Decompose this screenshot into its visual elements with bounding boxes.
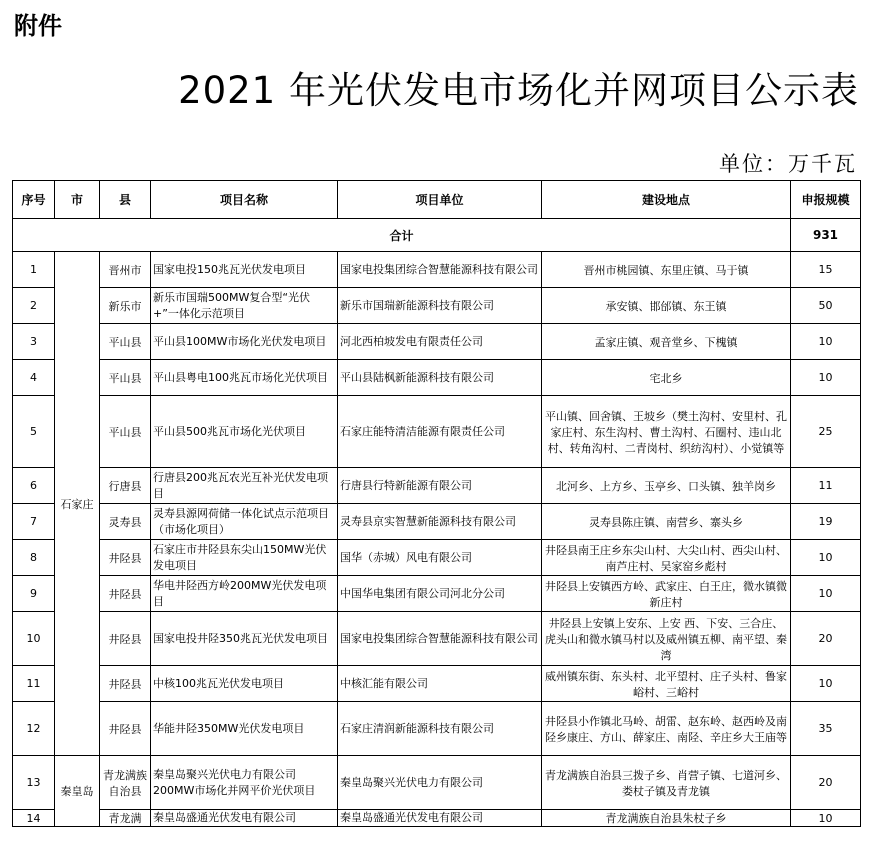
unit-label: 单位：万千瓦: [719, 152, 857, 176]
county-cell: 平山县: [100, 396, 151, 468]
total-value: 931: [791, 219, 861, 252]
site-cell: 平山镇、回舍镇、王坡乡（樊土沟村、安里村、孔家庄村、东生沟村、曹土沟村、石圈村、违山北村、转角沟村、二青岗村、织纺沟村）、小觉镇等: [542, 396, 791, 468]
city-cell: 秦皇岛: [55, 756, 100, 827]
scale-cell: 19: [791, 504, 861, 540]
scale-cell: 20: [791, 756, 861, 810]
county-cell: 井陉县: [100, 540, 151, 576]
county-cell: 晋州市: [100, 252, 151, 288]
site-cell: 井陉县南王庄乡东尖山村、大尖山村、西尖山村、南芦庄村、吴家窑乡彪村: [542, 540, 791, 576]
col-header-site: 建设地点: [542, 181, 791, 219]
site-cell: 井陉县上安镇西方岭、武家庄、白王庄，微水镇微新庄村: [542, 576, 791, 612]
table-row: [13, 756, 861, 810]
table-row: [13, 540, 861, 576]
table-row: [13, 810, 861, 827]
scale-cell: 10: [791, 576, 861, 612]
site-cell: 孟家庄镇、观音堂乡、下槐镇: [542, 324, 791, 360]
table-row: [13, 702, 861, 756]
project-name-cell: 平山县500兆瓦市场化光伏项目: [151, 396, 338, 468]
total-label: 合计: [13, 219, 791, 252]
row-number: 7: [13, 504, 55, 540]
project-name-cell: 平山县100MW市场化光伏发电项目: [151, 324, 338, 360]
table-row: [13, 396, 861, 468]
project-unit-cell: 河北西柏坡发电有限责任公司: [338, 324, 542, 360]
project-unit-cell: 平山县陆枫新能源科技有限公司: [338, 360, 542, 396]
row-number: 11: [13, 666, 55, 702]
project-unit-cell: 灵寿县京实智慧新能源科技有限公司: [338, 504, 542, 540]
site-cell: 宅北乡: [542, 360, 791, 396]
table-row: [13, 504, 861, 540]
county-cell: 新乐市: [100, 288, 151, 324]
project-name-cell: 新乐市国瑞500MW复合型“光伏+”一体化示范项目: [151, 288, 338, 324]
project-unit-cell: 国家电投集团综合智慧能源科技有限公司: [338, 252, 542, 288]
project-name-cell: 中核100兆瓦光伏发电项目: [151, 666, 338, 702]
col-header-scale: 申报规模: [791, 181, 861, 219]
project-name-cell: 秦皇岛聚兴光伏电力有限公司200MW市场化并网平价光伏项目: [151, 756, 338, 810]
row-number: 1: [13, 252, 55, 288]
row-number: 3: [13, 324, 55, 360]
site-cell: 井陉县上安镇上安东、上安 西、下安、三合庄、虎头山和微水镇马村以及威州镇五柳、南平望、秦湾: [542, 612, 791, 666]
county-cell: 井陉县: [100, 666, 151, 702]
project-name-cell: 国家电投井陉350兆瓦光伏发电项目: [151, 612, 338, 666]
project-unit-cell: 秦皇岛盛通光伏发电有限公司: [338, 810, 542, 827]
table-row: [13, 288, 861, 324]
scale-cell: 20: [791, 612, 861, 666]
table-row: [13, 612, 861, 666]
county-cell: 平山县: [100, 324, 151, 360]
project-name-cell: 华能井陉350MW光伏发电项目: [151, 702, 338, 756]
project-unit-cell: 新乐市国瑞新能源科技有限公司: [338, 288, 542, 324]
site-cell: 北河乡、上方乡、玉亭乡、口头镇、独羊岗乡: [542, 468, 791, 504]
project-name-cell: 石家庄市井陉县东尖山150MW光伏发电项目: [151, 540, 338, 576]
row-number: 2: [13, 288, 55, 324]
row-number: 5: [13, 396, 55, 468]
scale-cell: 25: [791, 396, 861, 468]
site-cell: 井陉县小作镇北马岭、胡雷、赵东岭、赵西岭及南陉乡康庄、方山、薛家庄、南陉、辛庄乡大王庙等: [542, 702, 791, 756]
county-cell: 井陉县: [100, 702, 151, 756]
row-number: 8: [13, 540, 55, 576]
scale-cell: 10: [791, 540, 861, 576]
county-cell: 青龙满: [100, 810, 151, 827]
col-header-project-unit: 项目单位: [338, 181, 542, 219]
project-unit-cell: 石家庄能特清洁能源有限责任公司: [338, 396, 542, 468]
scale-cell: 10: [791, 810, 861, 827]
table-row: [13, 252, 861, 288]
row-number: 4: [13, 360, 55, 396]
col-header-project-name: 项目名称: [151, 181, 338, 219]
city-cell: 石家庄: [55, 252, 100, 756]
site-cell: 青龙满族自治县朱杖子乡: [542, 810, 791, 827]
project-name-cell: 灵寿县源网荷储一体化试点示范项目（市场化项目）: [151, 504, 338, 540]
county-cell: 青龙满族自治县: [100, 756, 151, 810]
site-cell: 青龙满族自治县三拨子乡、肖营子镇、七道河乡、娄杖子镇及青龙镇: [542, 756, 791, 810]
scale-cell: 35: [791, 702, 861, 756]
project-name-cell: 秦皇岛盛通光伏发电有限公司: [151, 810, 338, 827]
project-unit-cell: 国家电投集团综合智慧能源科技有限公司: [338, 612, 542, 666]
project-unit-cell: 中核汇能有限公司: [338, 666, 542, 702]
county-cell: 灵寿县: [100, 504, 151, 540]
table-header-row: [13, 181, 861, 219]
county-cell: 井陉县: [100, 612, 151, 666]
scale-cell: 15: [791, 252, 861, 288]
col-header-no: 序号: [13, 181, 55, 219]
project-name-cell: 国家电投150兆瓦光伏发电项目: [151, 252, 338, 288]
attachment-label: 附件: [14, 12, 62, 40]
col-header-county: 县: [100, 181, 151, 219]
site-cell: 威州镇东街、东头村、北平望村、庄子头村、鲁家峪村、三峪村: [542, 666, 791, 702]
project-unit-cell: 石家庄清润新能源科技有限公司: [338, 702, 542, 756]
scale-cell: 50: [791, 288, 861, 324]
page-title: 2021 年光伏发电市场化并网项目公示表: [178, 69, 859, 112]
table-row: [13, 666, 861, 702]
scale-cell: 10: [791, 666, 861, 702]
project-unit-cell: 中国华电集团有限公司河北分公司: [338, 576, 542, 612]
project-name-cell: 华电井陉西方岭200MW光伏发电项目: [151, 576, 338, 612]
county-cell: 行唐县: [100, 468, 151, 504]
scale-cell: 10: [791, 360, 861, 396]
table-row: [13, 468, 861, 504]
row-number: 10: [13, 612, 55, 666]
county-cell: 平山县: [100, 360, 151, 396]
project-unit-cell: 国华（赤城）风电有限公司: [338, 540, 542, 576]
row-number: 13: [13, 756, 55, 810]
row-number: 14: [13, 810, 55, 827]
row-number: 6: [13, 468, 55, 504]
site-cell: 晋州市桃园镇、东里庄镇、马于镇: [542, 252, 791, 288]
scale-cell: 10: [791, 324, 861, 360]
project-table: [12, 180, 861, 827]
table-row: [13, 576, 861, 612]
total-row: [13, 219, 861, 252]
site-cell: 灵寿县陈庄镇、南营乡、寨头乡: [542, 504, 791, 540]
table-row: [13, 324, 861, 360]
site-cell: 承安镇、邯邰镇、东王镇: [542, 288, 791, 324]
scale-cell: 11: [791, 468, 861, 504]
table-row: [13, 360, 861, 396]
project-unit-cell: 秦皇岛聚兴光伏电力有限公司: [338, 756, 542, 810]
project-unit-cell: 行唐县行特新能源有限公司: [338, 468, 542, 504]
project-name-cell: 平山县粤电100兆瓦市场化光伏项目: [151, 360, 338, 396]
col-header-city: 市: [55, 181, 100, 219]
project-name-cell: 行唐县200兆瓦农光互补光伏发电项目: [151, 468, 338, 504]
row-number: 9: [13, 576, 55, 612]
row-number: 12: [13, 702, 55, 756]
county-cell: 井陉县: [100, 576, 151, 612]
